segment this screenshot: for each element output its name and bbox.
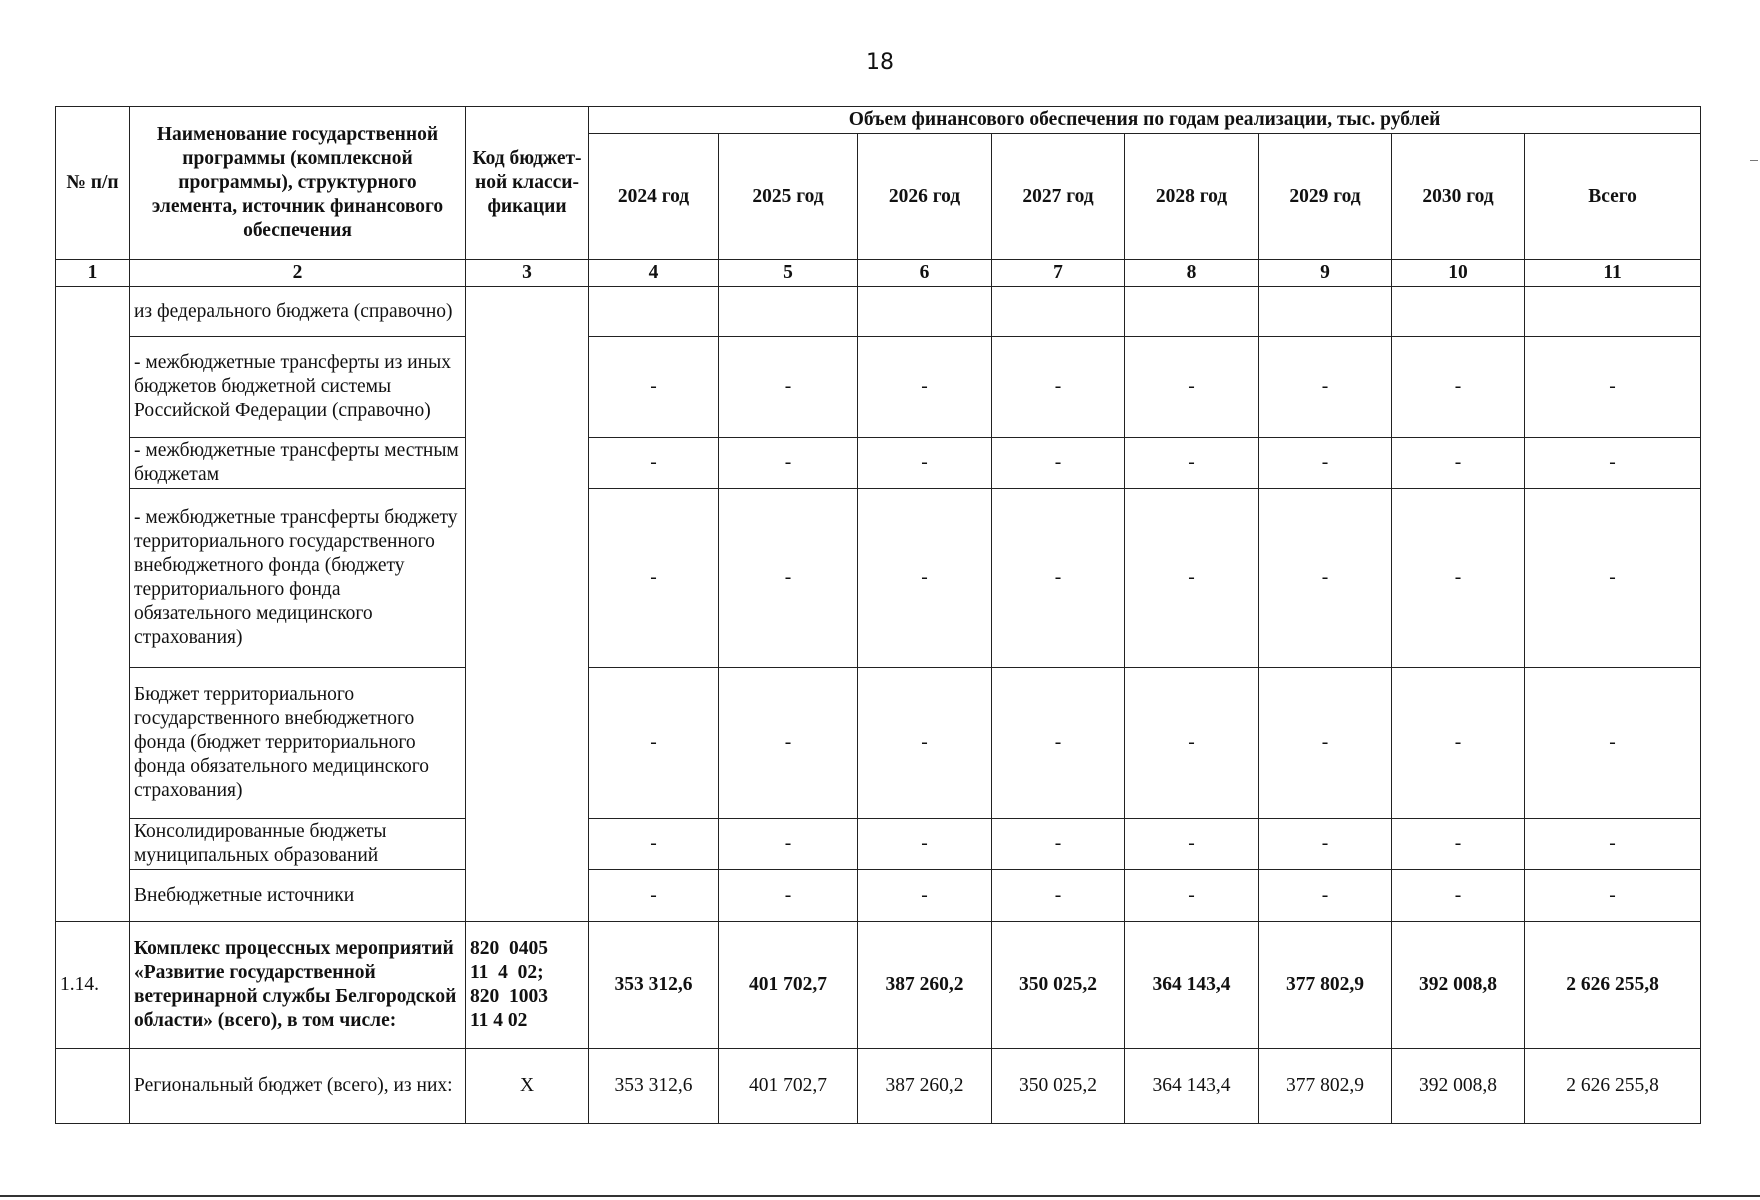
row-value: - [1525, 870, 1701, 922]
row-name: - межбюджетные трансферты из иных бюджетов бюджетной системы Российской Федерации (справочно) [130, 337, 466, 438]
regional-value: 387 260,2 [858, 1049, 992, 1124]
row-value: - [1259, 489, 1392, 668]
row-value: - [858, 489, 992, 668]
column-number: 5 [719, 260, 858, 287]
margin-mark [1750, 160, 1758, 161]
row-value: - [992, 489, 1125, 668]
row-value: - [1125, 438, 1259, 489]
row-value: - [719, 819, 858, 870]
row-value: - [1525, 819, 1701, 870]
row-value: - [1259, 870, 1392, 922]
row-value: - [589, 819, 719, 870]
section-number: 1.14. [56, 922, 130, 1049]
header-total: Всего [1525, 134, 1701, 260]
header-year: 2027 год [992, 134, 1125, 260]
row-value [1259, 287, 1392, 337]
header-number: № п/п [56, 107, 130, 260]
section-code [466, 922, 589, 1049]
row-value: - [1392, 819, 1525, 870]
row-value [719, 287, 858, 337]
section-name: Комплекс процессных мероприятий «Развитие государственной ветеринарной службы Белгородской области» (всего), в том числе: [130, 922, 466, 1049]
row-value: - [1525, 489, 1701, 668]
table-row [56, 337, 1701, 438]
section-total: 2 626 255,8 [1525, 922, 1701, 1049]
row-value [589, 287, 719, 337]
table-row [56, 438, 1701, 489]
header-year: 2029 год [1259, 134, 1392, 260]
column-number: 8 [1125, 260, 1259, 287]
header-year: 2025 год [719, 134, 858, 260]
row-value: - [858, 668, 992, 819]
row-value: - [992, 438, 1125, 489]
regional-total: 2 626 255,8 [1525, 1049, 1701, 1124]
section-value: 387 260,2 [858, 922, 992, 1049]
regional-value: 392 008,8 [1392, 1049, 1525, 1124]
section-value: 364 143,4 [1125, 922, 1259, 1049]
row-value: - [1392, 668, 1525, 819]
section-value: 401 702,7 [719, 922, 858, 1049]
row-value: - [1392, 870, 1525, 922]
table-row [56, 819, 1701, 870]
row-value: - [1525, 337, 1701, 438]
regional-row [56, 1049, 1701, 1124]
row-value: - [992, 870, 1125, 922]
row-value: - [1259, 337, 1392, 438]
header-year: 2028 год [1125, 134, 1259, 260]
row-value: - [719, 438, 858, 489]
section-code-line: 11 4 02 [470, 1010, 528, 1031]
row-value: - [719, 668, 858, 819]
section-row [56, 922, 1701, 1049]
header-name: Наименование государственной программы (комплексной программы), структурного элемента, источник финансового обеспечения [130, 107, 466, 260]
row-value: - [992, 337, 1125, 438]
header-year: 2024 год [589, 134, 719, 260]
regional-name: Региональный бюджет (всего), из них: [130, 1049, 466, 1124]
row-value: - [1125, 668, 1259, 819]
section-value: 353 312,6 [589, 922, 719, 1049]
regional-value: 353 312,6 [589, 1049, 719, 1124]
row-value: - [719, 489, 858, 668]
row-value: - [1392, 438, 1525, 489]
section-code-line: 820 0405 [470, 938, 548, 959]
row-value: - [589, 438, 719, 489]
section-code-line: 820 1003 [470, 986, 548, 1007]
column-number: 7 [992, 260, 1125, 287]
row-value: - [1525, 438, 1701, 489]
row-value [1392, 287, 1525, 337]
row-value: - [719, 870, 858, 922]
row-value [858, 287, 992, 337]
row-value: - [858, 819, 992, 870]
section-value: 377 802,9 [1259, 922, 1392, 1049]
header-code: Код бюджет-ной класси-фикации [466, 107, 589, 260]
table-row [56, 489, 1701, 668]
header-group-title: Объем финансового обеспечения по годам реализации, тыс. рублей [589, 107, 1701, 134]
row-value: - [1525, 668, 1701, 819]
row-name: Бюджет территориального государственного внебюджетного фонда (бюджет территориального фонда обязательного медицинского страхования) [130, 668, 466, 819]
row-value: - [858, 438, 992, 489]
section-value: 392 008,8 [1392, 922, 1525, 1049]
row-value [992, 287, 1125, 337]
table-row [56, 870, 1701, 922]
row-value: - [1259, 438, 1392, 489]
table-row [56, 287, 1701, 337]
page-number: 18 [866, 50, 894, 75]
row-value: - [1392, 337, 1525, 438]
column-number: 3 [466, 260, 589, 287]
section-code-line: 11 4 02; [470, 962, 544, 983]
column-number: 10 [1392, 260, 1525, 287]
row-value: - [1392, 489, 1525, 668]
column-number: 9 [1259, 260, 1392, 287]
row-value: - [992, 668, 1125, 819]
row-name: Консолидированные бюджеты муниципальных образований [130, 819, 466, 870]
row-value: - [589, 489, 719, 668]
section-value: 350 025,2 [992, 922, 1125, 1049]
row-name: - межбюджетные трансферты бюджету территориального государственного внебюджетного фонда (бюджету территориального фонда обязательного медицинского страхования) [130, 489, 466, 668]
row-number-cell [56, 287, 130, 922]
financing-table [55, 106, 1701, 1124]
column-number: 11 [1525, 260, 1701, 287]
page-bottom-rule [0, 1195, 1760, 1197]
column-number: 1 [56, 260, 130, 287]
column-number: 6 [858, 260, 992, 287]
row-value: - [589, 870, 719, 922]
row-value [1125, 287, 1259, 337]
column-numbers-row [56, 260, 1701, 287]
row-name: Внебюджетные источники [130, 870, 466, 922]
row-value: - [719, 337, 858, 438]
row-value: - [1125, 489, 1259, 668]
row-value: - [1259, 819, 1392, 870]
row-value: - [858, 337, 992, 438]
regional-code: X [466, 1049, 589, 1124]
row-value: - [589, 668, 719, 819]
row-value: - [1125, 870, 1259, 922]
header-year: 2026 год [858, 134, 992, 260]
row-code-cell [466, 287, 589, 922]
column-number: 4 [589, 260, 719, 287]
regional-number-cell [56, 1049, 130, 1124]
column-number: 2 [130, 260, 466, 287]
row-value: - [992, 819, 1125, 870]
table-row [56, 668, 1701, 819]
regional-value: 401 702,7 [719, 1049, 858, 1124]
row-value [1525, 287, 1701, 337]
row-value: - [1259, 668, 1392, 819]
row-name: - межбюджетные трансферты местным бюджетам [130, 438, 466, 489]
header-year: 2030 год [1392, 134, 1525, 260]
regional-value: 350 025,2 [992, 1049, 1125, 1124]
regional-value: 377 802,9 [1259, 1049, 1392, 1124]
row-value: - [1125, 819, 1259, 870]
row-value: - [1125, 337, 1259, 438]
regional-value: 364 143,4 [1125, 1049, 1259, 1124]
row-name: из федерального бюджета (справочно) [130, 287, 466, 337]
row-value: - [589, 337, 719, 438]
row-value: - [858, 870, 992, 922]
